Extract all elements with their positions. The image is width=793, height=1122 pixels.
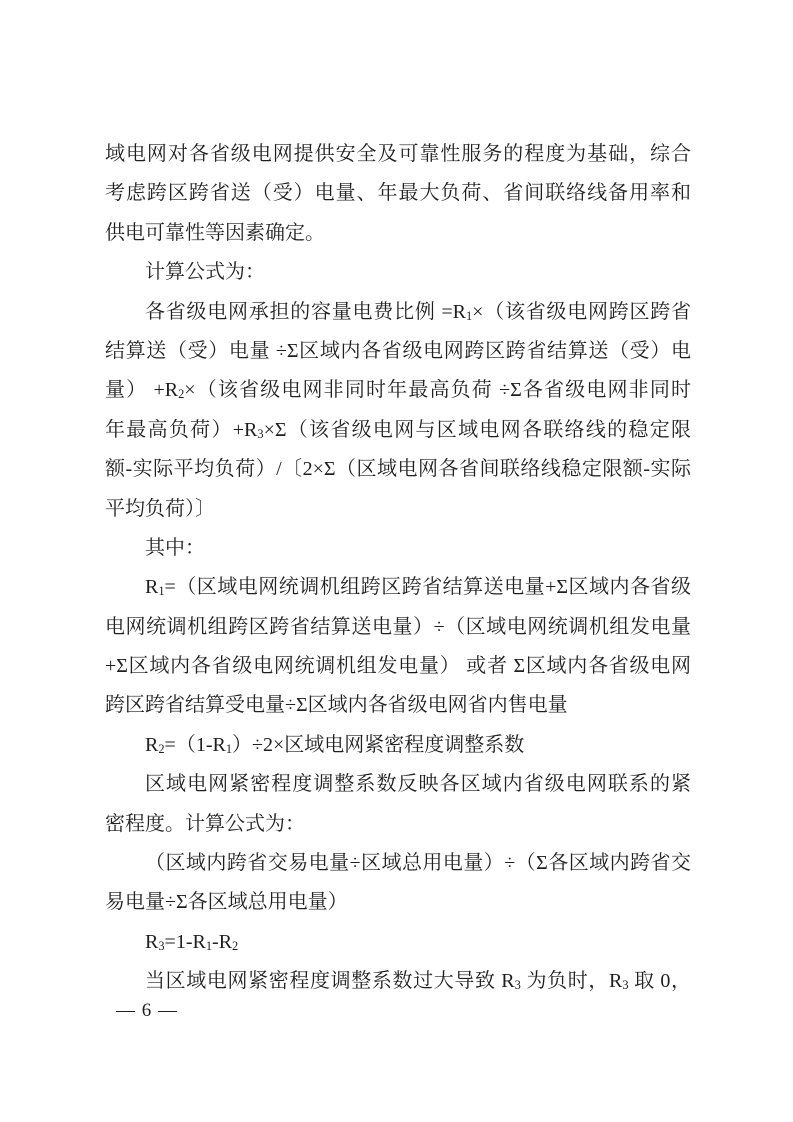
document-body — [105, 135, 691, 1002]
text-line: 结算送（受）电量 ÷Σ区域内各省级电网跨区跨省结算送（受）电 — [105, 339, 691, 362]
text-line: +Σ区域内各省级电网统调机组发电量） 或者 Σ区域内各省级电网 — [105, 655, 691, 678]
text-line: 密程度。计算公式为： — [105, 812, 305, 835]
text-line: 其中： — [145, 536, 205, 559]
text-line: 额-实际平均负荷）/〔2×Σ（区域电网各省间联络线稳定限额-实际 — [105, 458, 691, 481]
text-line: 供电可靠性等因素确定。 — [105, 221, 325, 244]
text-line: 域电网对各省级电网提供安全及可靠性服务的程度为基础，综合 — [105, 143, 691, 165]
text-line: $R_2=(1-R_1)\div 2\times$区域电网紧密程度调整系数 — [145, 733, 525, 757]
text-line: 易电量÷Σ各区域总用电量） — [105, 891, 348, 914]
text-line: 平均负荷）〕 — [105, 497, 215, 520]
text-line: 当区域电网紧密程度调整系数过大导致 $R_3$ 为负时，$R_3$ 取 0， — [145, 970, 692, 993]
text-line: $R_1=$（区域电网统调机组跨区跨省结算送电量+Σ区域内各省级 — [145, 576, 691, 599]
text-line: 量） $+R_2\times$（该省级电网非同时年最高负荷 ÷Σ各省级电网非同时 — [105, 379, 691, 402]
text-line: 各省级电网承担的容量电费比例 $=R_1\times$（该省级电网跨区跨省 — [145, 300, 692, 323]
text-line: $R_3=1-R_1-R_2$ — [145, 930, 239, 954]
text-line: 考虑跨区跨省送（受）电量、年最大负荷、省间联络线备用率和 — [105, 182, 691, 205]
text-line: 计算公式为： — [145, 261, 265, 284]
page-number: — 6 — — [116, 1000, 178, 1021]
text-line: 电网统调机组跨区跨省结算送电量）÷（区域电网统调机组发电量 — [105, 615, 691, 638]
text-line: 区域电网紧密程度调整系数反映各区域内省级电网联系的紧 — [145, 773, 691, 796]
text-line: 年最高负荷）$+R_3\times\Sigma$（该省级电网与区域电网各联络线的稳定限 — [105, 418, 691, 441]
text-line: 跨区跨省结算受电量÷Σ区域内各省级电网省内售电量 — [105, 694, 568, 717]
text-line: （区域内跨省交易电量÷区域总用电量）÷（Σ各区域内跨省交 — [145, 852, 691, 875]
